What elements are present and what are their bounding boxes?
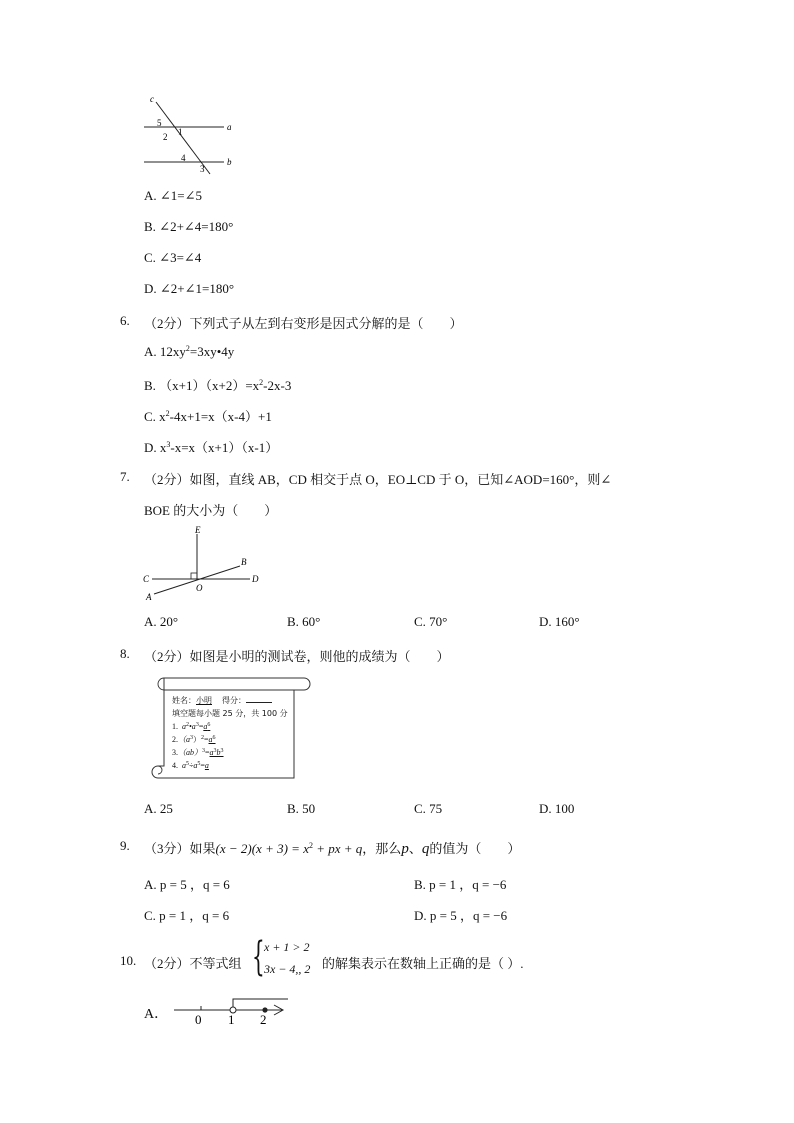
item4-ans: a xyxy=(204,761,209,770)
item4-a: a xyxy=(182,761,186,770)
parallel-lines-figure xyxy=(138,92,248,176)
label-3: 3 xyxy=(200,164,205,174)
q6-stem: （2分）下列式子从左到右变形是因式分解的是（ ） xyxy=(144,316,463,331)
q9-q: q xyxy=(421,841,430,857)
q7-stem-line1: （2分）如图，直线 AB，CD 相交于点 O，EO⊥CD 于 O，已知∠AOD=160°，则∠ xyxy=(144,472,612,487)
item2-mid: ） xyxy=(193,735,201,744)
q9-sep: 、 xyxy=(408,841,422,856)
label-a: a xyxy=(227,122,232,132)
item1-e3: 6 xyxy=(207,722,211,728)
item3-ans: a xyxy=(209,748,214,757)
q6-c-sup: 2 xyxy=(165,409,170,418)
q10-inequality-2: 3x − 4,, 2 xyxy=(264,962,311,976)
q9-expr-sup: 2 xyxy=(308,841,313,850)
item3-e1: 3 xyxy=(202,748,205,754)
label-4: 4 xyxy=(181,153,186,163)
paper-line-rule: 填空题每小题 25 分，共 100 分 xyxy=(172,709,288,718)
q9-option-d[interactable]: D. p = 5 ，q = −6 xyxy=(414,908,508,923)
item2-a: （a xyxy=(178,735,190,744)
q9-number: 9. xyxy=(120,838,130,853)
label-2: 2 xyxy=(163,132,168,142)
q9-option-a[interactable]: A. p = 5 ，q = 6 xyxy=(144,877,230,892)
tick-label-2: 2 xyxy=(260,1012,267,1027)
label-5: 5 xyxy=(157,118,162,128)
item1-ans: a xyxy=(203,722,208,731)
q6-number: 6. xyxy=(120,313,130,328)
q10-inequality-1: x + 1 > 2 xyxy=(264,940,310,954)
tick-label-1: 1 xyxy=(228,1012,235,1027)
q8-option-d[interactable]: D. 100 xyxy=(539,801,575,816)
q6-b-post: -2x-3 xyxy=(263,378,292,393)
label-A: A xyxy=(146,592,152,602)
label-c: c xyxy=(150,94,154,104)
paper-score-label: 得分： xyxy=(222,696,246,705)
q9-expr: (x − 2)(x + 3) = x xyxy=(215,841,309,856)
item3-eq: = xyxy=(205,748,210,757)
q9-stem-post: 的值为（ ） xyxy=(429,841,521,856)
item4-e2: 5 xyxy=(197,761,201,767)
q10-brace: { xyxy=(252,934,265,980)
q6-a-pre: A. 12xy xyxy=(144,344,186,359)
q5-option-d[interactable]: D. ∠2+∠1=180° xyxy=(144,281,235,296)
q6-b-sup: 2 xyxy=(259,378,264,387)
paper-name-label: 姓名： xyxy=(172,696,196,705)
item1-eq: = xyxy=(198,722,204,731)
item3-a: （ab） xyxy=(178,748,202,757)
q8-option-b[interactable]: B. 50 xyxy=(287,801,316,816)
q6-a-post: =3xy•4y xyxy=(189,344,235,359)
tick-label-0: 0 xyxy=(195,1012,202,1027)
q6-option-c[interactable] xyxy=(144,406,272,425)
q6-b-pre: B. （x+1）（x+2）=x xyxy=(144,378,260,393)
q5-option-c[interactable]: C. ∠3=∠4 xyxy=(144,250,202,265)
number-line-figure xyxy=(170,992,294,1028)
item2-e1: 3 xyxy=(190,735,193,741)
q6-c-pre: C. x xyxy=(144,409,166,424)
q9-stem-mid: ，那么 xyxy=(362,841,402,856)
q7-option-c[interactable]: C. 70° xyxy=(414,614,448,629)
q6-d-sup: 3 xyxy=(166,440,171,449)
q7-stem-line2: BOE 的大小为（ ） xyxy=(144,503,278,518)
label-D: D xyxy=(252,574,259,584)
q10-stem-post: 的解集表示在数轴上正确的是（ ）. xyxy=(322,956,524,971)
q7-number: 7. xyxy=(120,469,130,484)
label-C: C xyxy=(143,574,150,584)
q8-option-c[interactable]: C. 75 xyxy=(414,801,443,816)
q9-option-c[interactable]: C. p = 1 ，q = 6 xyxy=(144,908,230,923)
label-O: O xyxy=(196,583,203,593)
q6-option-a[interactable] xyxy=(144,344,234,360)
q9-option-b[interactable]: B. p = 1 ，q = −6 xyxy=(414,877,507,892)
q9-expr-post: + px + q xyxy=(312,841,363,856)
q10-stem-pre: （2分）不等式组 xyxy=(144,956,242,971)
q8-stem: （2分）如图是小明的测试卷，则他的成绩为（ ） xyxy=(144,649,450,664)
q7-option-b[interactable]: B. 60° xyxy=(287,614,321,629)
label-1: 1 xyxy=(178,127,183,137)
q6-d-pre: D. x xyxy=(144,440,167,455)
item2-eq: = xyxy=(204,735,209,744)
paper-item-1 xyxy=(172,720,288,733)
q9-p: p xyxy=(401,841,409,857)
q5-option-b[interactable]: B. ∠2+∠4=180° xyxy=(144,219,234,234)
item3-num: 3. xyxy=(172,748,178,757)
q8-number: 8. xyxy=(120,646,130,661)
paper-item-4 xyxy=(172,759,288,772)
q5-option-a[interactable]: A. ∠1=∠5 xyxy=(144,188,203,203)
q9-stem-pre: （3分）如果 xyxy=(144,841,216,856)
q10-option-a[interactable]: A． xyxy=(144,1007,169,1022)
q6-d-post: -x=x（x+1）（x-1） xyxy=(170,440,279,455)
paper-name-value: 小明 xyxy=(196,696,212,705)
q6-c-post: -4x+1=x（x-4）+1 xyxy=(169,409,272,424)
q7-option-d[interactable]: D. 160° xyxy=(539,614,580,629)
item4-e1: 5 xyxy=(186,761,189,767)
paper-item-2 xyxy=(172,733,288,746)
label-b: b xyxy=(227,157,232,167)
item2-ans: a xyxy=(208,735,213,744)
q6-option-d[interactable] xyxy=(144,437,278,456)
paper-line-name xyxy=(172,694,288,707)
q10-number: 10. xyxy=(120,953,137,968)
q7-option-a[interactable]: A. 20° xyxy=(144,614,179,629)
item1-mid: •a xyxy=(189,722,196,731)
item3-e3: 3 xyxy=(220,748,224,754)
intersecting-lines-figure xyxy=(140,524,270,604)
paper-item-3 xyxy=(172,746,288,759)
item3-ans2: b xyxy=(216,748,221,757)
paper-content xyxy=(172,694,288,772)
item3-e2: 3 xyxy=(213,748,217,754)
label-E: E xyxy=(195,525,201,535)
q8-option-a[interactable]: A. 25 xyxy=(144,801,173,816)
item4-eq: = xyxy=(200,761,205,770)
item1-num: 1. xyxy=(172,722,178,731)
item1-e1: 2 xyxy=(186,722,189,728)
item2-num: 2. xyxy=(172,735,178,744)
label-B: B xyxy=(241,557,247,567)
item2-e2: 2 xyxy=(201,735,204,741)
q6-option-b[interactable] xyxy=(144,375,291,394)
q6-a-sup: 2 xyxy=(185,344,190,353)
q9-stem xyxy=(144,838,520,858)
item1-a: a xyxy=(182,722,186,731)
right-angle-marker xyxy=(191,573,197,579)
item4-num: 4. xyxy=(172,761,178,770)
item2-e3: 6 xyxy=(212,735,216,741)
item4-mid: ÷a xyxy=(189,761,198,770)
item1-e2: 3 xyxy=(195,722,199,728)
